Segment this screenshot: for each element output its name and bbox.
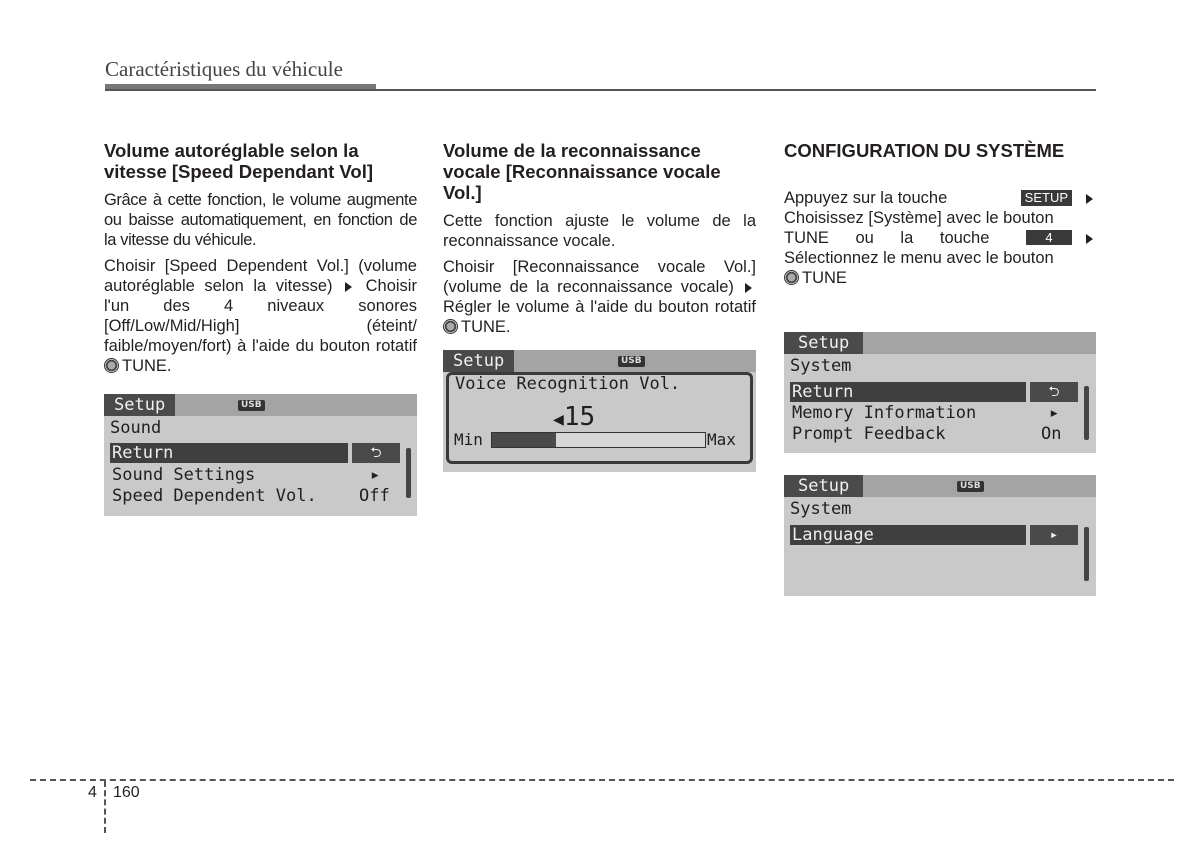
screen-subtitle: Voice Recognition Vol. — [455, 374, 681, 394]
section-heading: Volume de la reconnaissance vocale [Reconnaissance vocale Vol.] — [443, 140, 721, 203]
instruction-text: TUNE ou la touche — [784, 229, 990, 247]
menu-item-return[interactable]: Return — [110, 443, 348, 463]
column-system-configuration — [784, 140, 1097, 288]
tune-knob-icon — [443, 319, 458, 334]
screen-voice-recognition — [443, 350, 756, 472]
max-label: Max — [707, 430, 736, 449]
screen-tab: Setup — [443, 350, 514, 372]
arrow-right-icon — [1086, 234, 1093, 244]
menu-item[interactable]: Prompt Feedback — [792, 424, 946, 444]
scrollbar[interactable] — [1084, 386, 1089, 440]
return-arrow-icon: ⮌ — [352, 443, 400, 463]
header-rule — [105, 89, 1096, 91]
screen-tab: Setup — [784, 332, 863, 354]
instruction-text: TUNE. — [461, 318, 511, 336]
menu-item[interactable]: Sound Settings — [112, 465, 256, 485]
instruction-text: Appuyez sur la touche — [784, 189, 948, 207]
page-number: 160 — [113, 784, 140, 801]
instruction-text: TUNE. — [122, 357, 172, 375]
screen-tab: Setup — [104, 394, 175, 416]
usb-badge: USB — [957, 481, 984, 492]
menu-item-arrow-icon: ▸ — [1030, 525, 1078, 545]
scrollbar[interactable] — [406, 448, 411, 498]
footer-rule — [30, 779, 1174, 781]
tune-knob-icon — [784, 270, 799, 285]
instruction-text: Régler le volume à l'aide du bouton rotatif — [443, 298, 756, 316]
instruction-text: Choisissez [Système] avec le bouton — [784, 209, 1054, 227]
paragraph — [784, 188, 1097, 288]
tune-knob-icon — [104, 358, 119, 373]
paragraph: Cette fonction ajuste le volume de la reconnaissance vocale. — [443, 212, 756, 250]
screen-system-setup — [784, 332, 1096, 453]
paragraph: Grâce à cette fonction, le volume augmente ou baisse automatiquement, en fonction de la vitesse du véhicule. — [104, 191, 417, 249]
section-heading: CONFIGURATION DU SYSTÈME — [784, 140, 1065, 161]
menu-item[interactable]: Speed Dependent Vol. — [112, 486, 317, 506]
scrollbar[interactable] — [1084, 527, 1089, 581]
arrow-right-icon — [345, 282, 352, 292]
column-speed-dependent-volume — [104, 140, 417, 382]
volume-slider[interactable] — [491, 432, 706, 448]
screen-subtitle: Sound — [110, 418, 162, 438]
menu-item-language[interactable]: Language — [790, 525, 1026, 545]
key-4-icon: 4 — [1026, 230, 1072, 245]
screen-subtitle: System — [790, 499, 852, 519]
arrow-right-icon — [1086, 194, 1093, 204]
instruction-text: Choisir [Reconnaissance vocale Vol.] (volume de la reconnaissance vocale) — [443, 258, 756, 296]
column-voice-recognition-volume — [443, 140, 756, 343]
screen-subtitle: System — [790, 356, 852, 376]
volume-value: 15 — [563, 402, 596, 432]
paragraph — [104, 256, 417, 376]
instruction-text: Choisir l'un des 4 niveaux sonores [Off/Low/Mid/High] (éteint/ faible/moyen/fort) à l'aide du bouton rotatif — [104, 277, 417, 355]
menu-item-arrow-icon: ▸ — [1049, 403, 1060, 423]
volume-slider-fill — [492, 433, 556, 447]
return-arrow-icon: ⮌ — [1030, 382, 1078, 402]
menu-item-value: On — [1041, 424, 1062, 444]
menu-item-return[interactable]: Return — [790, 382, 1026, 402]
menu-item[interactable]: Memory Information — [792, 403, 977, 423]
usb-badge: USB — [618, 356, 645, 367]
menu-item-value: Off — [359, 486, 390, 506]
arrow-right-icon — [745, 283, 752, 293]
menu-item-arrow-icon: ▸ — [370, 465, 381, 485]
paragraph — [443, 257, 756, 337]
instruction-text: Choisir [Speed Dependent Vol.] (volume autoréglable selon la vitesse) — [104, 257, 417, 295]
instruction-text: Sélectionnez le menu avec le bouton — [784, 249, 1054, 267]
setup-key-icon: SETUP — [1021, 190, 1072, 206]
min-label: Min — [454, 430, 483, 449]
usb-badge: USB — [238, 400, 265, 411]
section-heading: Volume autoréglable selon la vitesse [Speed Dependant Vol] — [104, 140, 373, 182]
speaker-icon: ◀ — [553, 409, 564, 430]
chapter-number: 4 — [88, 784, 97, 801]
screen-system-language — [784, 475, 1096, 596]
screen-sound-setup — [104, 394, 417, 516]
volume-readout — [553, 402, 595, 432]
screen-tab: Setup — [784, 475, 863, 497]
footer-divider — [104, 781, 106, 833]
running-header: Caractéristiques du véhicule — [105, 57, 343, 81]
instruction-text: TUNE — [802, 269, 847, 287]
